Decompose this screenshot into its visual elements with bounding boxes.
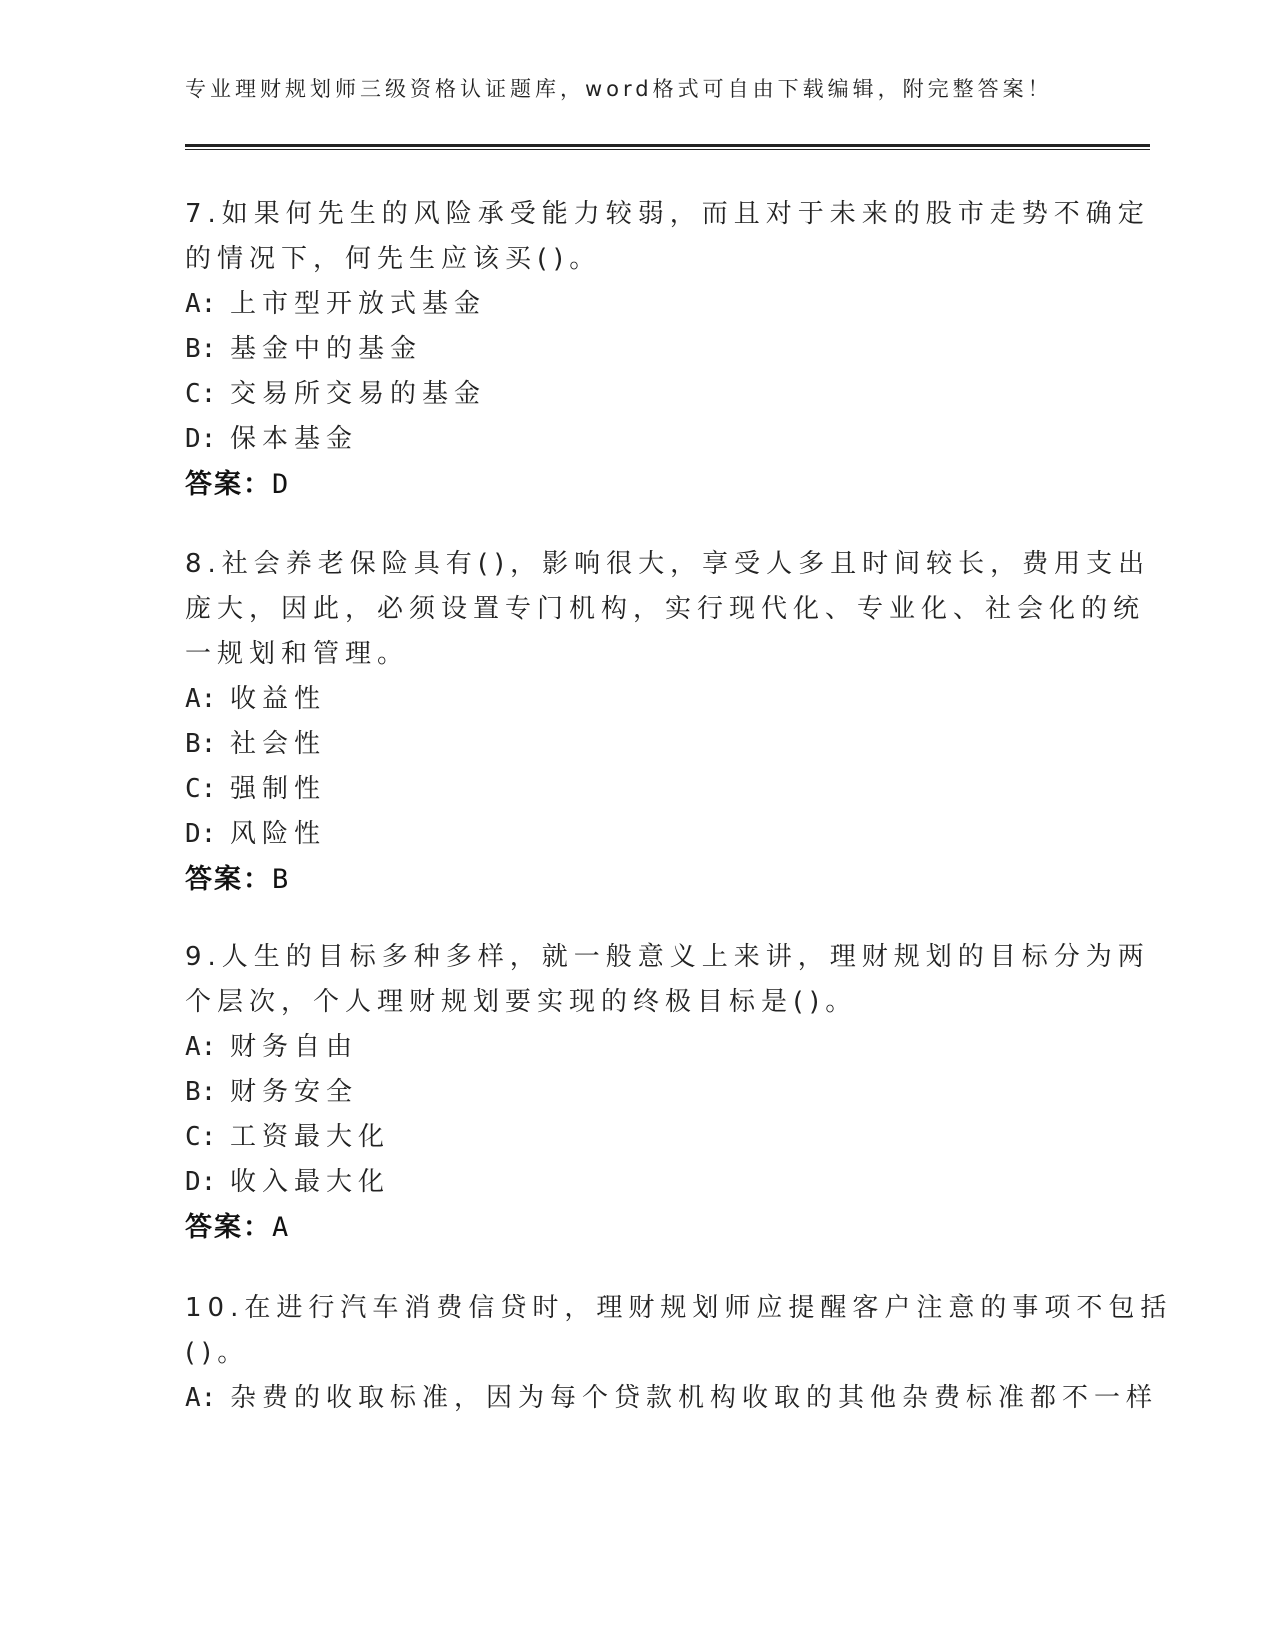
option-c bbox=[185, 372, 1065, 417]
option-letter: A: bbox=[185, 289, 217, 319]
answer-value: A bbox=[272, 1212, 289, 1243]
option-text: 杂费的收取标准，因为每个贷款机构收取的其他杂费标准都不一样 bbox=[230, 1383, 1159, 1413]
option-letter: A: bbox=[185, 1383, 217, 1413]
answer bbox=[185, 1205, 1065, 1250]
option-b bbox=[185, 1070, 1065, 1115]
option-letter: D: bbox=[185, 424, 217, 454]
question-text-line: 9.人生的目标多种多样，就一般意义上来讲，理财规划的目标分为两 bbox=[185, 942, 1150, 972]
option-letter: C: bbox=[185, 774, 217, 804]
question-text-line: ()。 bbox=[185, 1338, 250, 1368]
option-text: 工资最大化 bbox=[230, 1122, 391, 1152]
option-b bbox=[185, 722, 1065, 767]
option-d bbox=[185, 812, 1065, 857]
question-text-line: 庞大，因此，必须设置专门机构，实行现代化、专业化、社会化的统 bbox=[185, 594, 1146, 624]
option-text: 财务安全 bbox=[230, 1077, 359, 1107]
option-text: 风险性 bbox=[230, 819, 327, 849]
question-text-line: 10.在进行汽车消费信贷时，理财规划师应提醒客户注意的事项不包括 bbox=[185, 1293, 1173, 1323]
option-letter: D: bbox=[185, 819, 217, 849]
question-8 bbox=[185, 542, 1151, 902]
option-letter: D: bbox=[185, 1167, 217, 1197]
answer bbox=[185, 857, 1065, 902]
answer-label: 答案： bbox=[185, 1212, 272, 1243]
answer-value: D bbox=[272, 469, 289, 500]
option-c bbox=[185, 1115, 1065, 1160]
question-text-line: 7.如果何先生的风险承受能力较弱，而且对于未来的股市走势不确定 bbox=[185, 199, 1150, 229]
option-a bbox=[185, 1025, 1065, 1070]
option-letter: C: bbox=[185, 1122, 217, 1152]
option-a bbox=[185, 282, 1065, 327]
option-letter: B: bbox=[185, 729, 217, 759]
option-a bbox=[185, 1376, 1159, 1421]
answer-value: B bbox=[272, 864, 289, 895]
answer-label: 答案： bbox=[185, 469, 272, 500]
header-rule-thin bbox=[185, 149, 1150, 150]
option-text: 收入最大化 bbox=[230, 1167, 391, 1197]
option-text: 财务自由 bbox=[230, 1032, 359, 1062]
option-letter: C: bbox=[185, 379, 217, 409]
question-text-line: 个层次，个人理财规划要实现的终极目标是()。 bbox=[185, 987, 858, 1017]
question-7 bbox=[185, 192, 1150, 507]
option-letter: B: bbox=[185, 334, 217, 364]
question-text-line: 一规划和管理。 bbox=[185, 639, 410, 669]
option-letter: B: bbox=[185, 1077, 217, 1107]
option-letter: A: bbox=[185, 1032, 217, 1062]
question-text-line: 8.社会养老保险具有()，影响很大，享受人多且时间较长，费用支出 bbox=[185, 549, 1151, 579]
question-text-line: 的情况下，何先生应该买()。 bbox=[185, 244, 602, 274]
option-text: 社会性 bbox=[230, 729, 327, 759]
option-text: 基金中的基金 bbox=[230, 334, 423, 364]
option-a bbox=[185, 677, 1065, 722]
option-c bbox=[185, 767, 1065, 812]
question-10 bbox=[185, 1286, 1173, 1421]
answer-label: 答案： bbox=[185, 864, 272, 895]
option-d bbox=[185, 1160, 1065, 1205]
header-text: 专业理财规划师三级资格认证题库，word格式可自由下载编辑，附完整答案！ bbox=[185, 77, 1053, 101]
option-text: 上市型开放式基金 bbox=[230, 289, 487, 319]
answer bbox=[185, 462, 1065, 507]
option-text: 收益性 bbox=[230, 684, 327, 714]
option-letter: A: bbox=[185, 684, 217, 714]
option-text: 强制性 bbox=[230, 774, 327, 804]
header-rule-thick bbox=[185, 144, 1150, 147]
option-text: 交易所交易的基金 bbox=[230, 379, 487, 409]
option-b bbox=[185, 327, 1065, 372]
option-d bbox=[185, 417, 1065, 462]
question-9 bbox=[185, 935, 1150, 1250]
option-text: 保本基金 bbox=[230, 424, 359, 454]
